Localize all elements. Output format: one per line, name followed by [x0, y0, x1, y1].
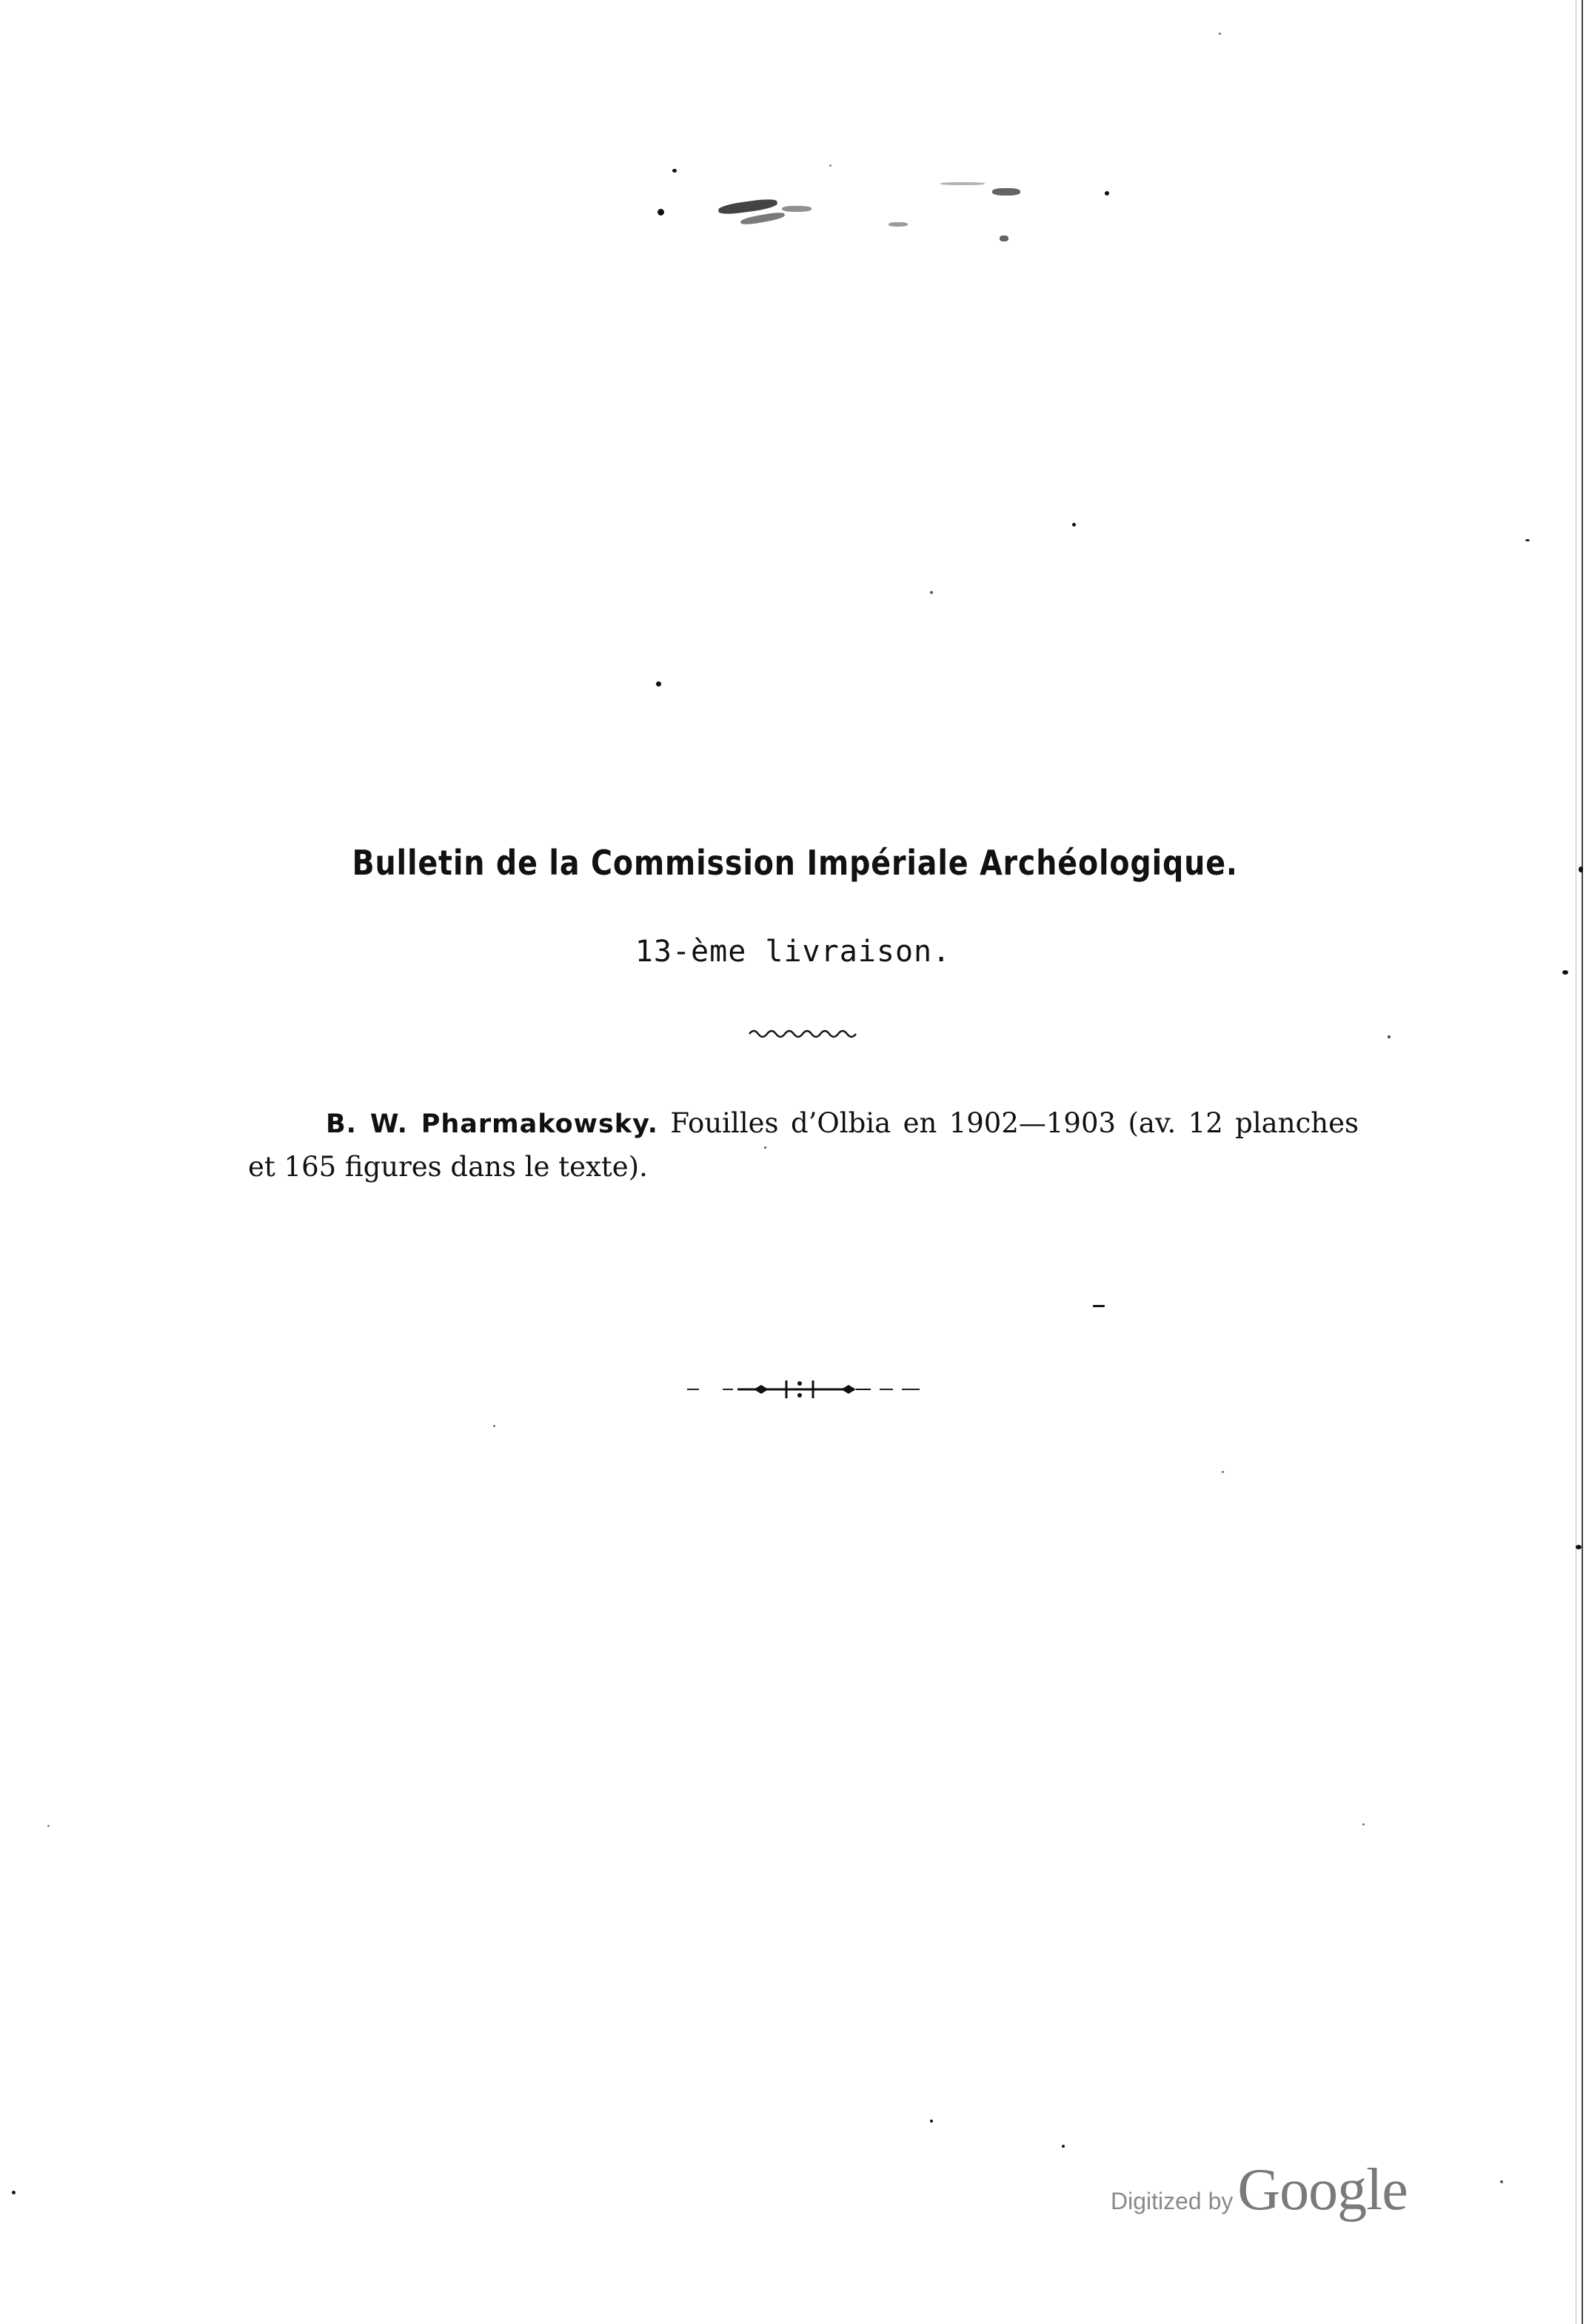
ornament-divider — [681, 1376, 926, 1403]
entry-text: Fouilles d’Olbia en 1902—1903 (av. 12 planches et 165 figures dans le texte). — [248, 1107, 1359, 1183]
google-logo: Google — [1237, 2157, 1408, 2223]
page-title: Bulletin de la Commission Impériale Archéologique. — [352, 843, 1238, 883]
wave-divider — [748, 1026, 859, 1041]
scan-edge — [1582, 0, 1583, 2324]
contents-entry — [248, 1102, 1359, 1189]
digitized-by-label: Digitized by — [1111, 2188, 1234, 2214]
digitized-watermark — [1111, 2157, 1408, 2223]
issue-subtitle: 13-ème livraison. — [635, 935, 951, 969]
entry-author: B. W. Pharmakowsky. — [326, 1109, 658, 1139]
